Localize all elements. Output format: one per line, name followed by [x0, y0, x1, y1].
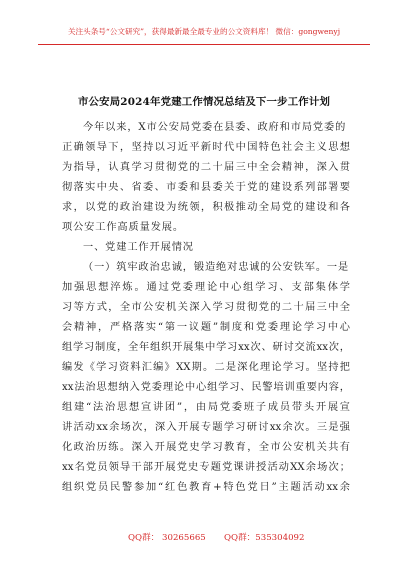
header-divider [38, 44, 370, 45]
body-line: 组学习制度，全年组织开展集中学习xx次、研讨交流xx次， [62, 342, 350, 353]
body-line: 今年以来，X市公安局党委在县委、政府和市局党委的 [83, 122, 347, 133]
subsection-heading: （一）筑牢政治忠诚，锻造绝对忠诚的公安铁军。一是 [83, 262, 350, 273]
body-line: 彻落实中央、省委、市委和县委关于党的建设系列部署要 [62, 182, 350, 193]
section-heading: 一、党建工作开展情况 [83, 242, 194, 253]
body-line: xx法治思想纳入党委理论中心组学习、民警培训重要内容， [62, 382, 350, 393]
qq-group-secondary: QQ群：535304092 [224, 533, 305, 543]
body-line: 正确领导下，坚持以习近平新时代中国特色社会主义思想 [62, 142, 350, 153]
body-line: 化政治历练。深入开展党史学习教育，全市公安机关共有 [62, 442, 350, 453]
body-line: 讲活动xx余场次，深入开展专题学习研讨xx余次。三是强 [62, 422, 350, 433]
body-line: 加强思想淬炼。通过党委理论中心组学习、支部集体学 [62, 282, 350, 293]
body-line: 编发《学习资料汇编》XX期。二是深化理论学习。坚持把 [62, 362, 350, 373]
body-line: 组建“法治思想宣讲团”，由局党委班子成员带头开展宣 [62, 402, 350, 413]
footer-contact [0, 531, 408, 547]
body-line: xx名党员领导干部开展党史专题党课讲授活动XX余场次； [62, 462, 350, 473]
body-line: 为指导，认真学习贯彻党的二十届三中全会精神，深入贯 [62, 162, 350, 173]
body-line: 习等方式，全市公安机关深入学习贯彻党的二十届三中全 [62, 302, 350, 313]
body-line: 会精神，严格落实“第一议题”制度和党委理论学习中心 [62, 322, 350, 333]
document-title: 市公安局2024年党建工作情况总结及下一步工作计划 [77, 96, 331, 108]
document-body [62, 118, 350, 498]
body-line: 项公安工作高质量发展。 [62, 222, 184, 233]
header-banner: 关注头条号“公文研究”，获得最新最全最专业的公文资料库！ 微信：gongwenyj [67, 27, 341, 36]
qq-group-primary: QQ群： 30265665 [128, 533, 206, 543]
body-line: 组织党员民警参加“红色教育+特色党日”主题活动xx余 [62, 482, 350, 493]
body-line: 求，以党的政治建设为统领，积极推动全局党的建设和各 [62, 202, 350, 213]
